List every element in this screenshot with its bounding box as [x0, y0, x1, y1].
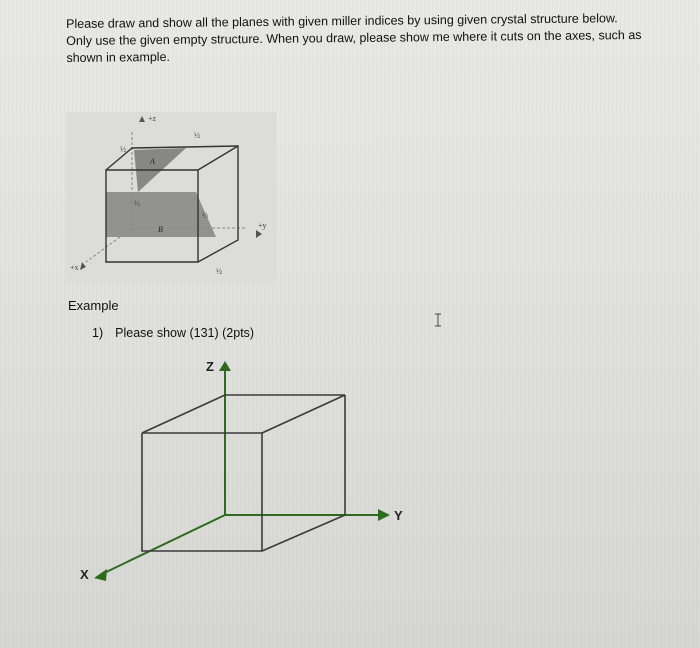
axis-z-label: +z: [148, 114, 157, 123]
instructions-line-1: Please draw and show all the planes with given miller indices by using given crystal structure below.: [66, 11, 618, 31]
half-label-3: ½: [134, 199, 140, 208]
y-axis-arrow-icon: [378, 509, 390, 521]
question-text: Please show (131) (2pts): [115, 326, 255, 340]
half-label-1: ½: [120, 145, 126, 154]
cube-front-face: [142, 433, 262, 551]
x-axis-line: [100, 515, 225, 575]
x-axis-arrow-icon: [94, 569, 107, 581]
example-label: Example: [68, 298, 119, 313]
z-axis-label: Z: [206, 359, 214, 374]
example-figure: [66, 112, 276, 282]
instructions-paragraph: [66, 10, 677, 67]
y-axis-label: Y: [394, 508, 403, 523]
instructions-line-3: shown in example.: [66, 49, 171, 65]
plane-a-label: A: [150, 157, 155, 166]
cube-bottom-right-edge: [262, 515, 345, 551]
x-axis-label: X: [80, 567, 89, 582]
half-label-4: ½: [202, 211, 208, 220]
text-cursor-icon: [433, 312, 443, 328]
empty-cube-figure: [70, 355, 420, 585]
half-label-2: ½: [194, 131, 200, 140]
question-1: [92, 326, 254, 340]
half-label-5: ½: [216, 267, 222, 276]
cube-top-left-edge: [142, 395, 225, 433]
instructions-line-2: Only use the given empty structure. When you draw, please show me where it cuts on the axes, such as: [66, 27, 642, 48]
plane-b-label: B: [158, 225, 163, 234]
z-axis-arrow-icon: [219, 361, 231, 371]
cube-top-right-edge: [262, 395, 345, 433]
axis-x-label: +x: [70, 263, 79, 272]
question-number: 1): [92, 326, 104, 340]
axis-y-label: +y: [258, 221, 267, 230]
